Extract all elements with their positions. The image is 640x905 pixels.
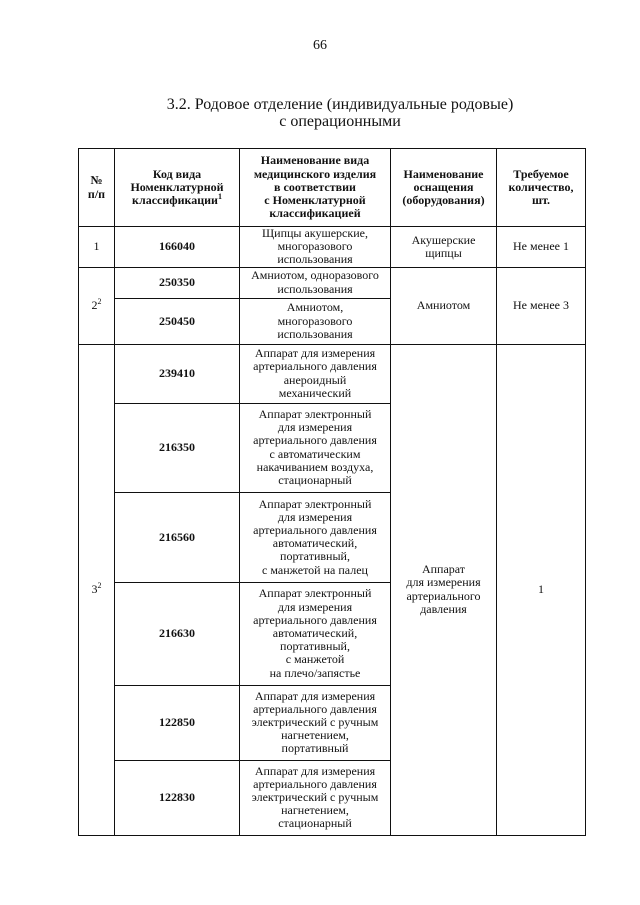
row-number-cell: [79, 267, 115, 344]
header-number: № п/п: [79, 149, 115, 227]
equipment-name-line: давления: [420, 601, 467, 616]
device-name-line: на плечо/запястье: [269, 665, 361, 680]
device-name-line: электрический с ручным: [251, 790, 379, 804]
device-name-line: артериального давления: [253, 359, 377, 374]
device-name-line: для измерения: [277, 509, 353, 524]
footnote-marker: 2: [97, 297, 102, 306]
device-name-line: стационарный: [278, 473, 352, 488]
section-title-line: 3.2. Родовое отделение (индивидуальные родовые): [166, 96, 514, 113]
device-name-line: с автоматическим: [269, 446, 361, 461]
device-name-line: электрический с ручным: [251, 715, 379, 729]
equipment-name-line: для измерения: [406, 575, 481, 590]
equipment-name: [391, 344, 497, 835]
device-name: [240, 582, 391, 685]
section-title-line: с операционными: [279, 113, 401, 130]
device-name-line: автоматический,: [272, 536, 358, 551]
row-number-cell: [79, 227, 115, 268]
required-quantity: Не менее 3: [497, 267, 586, 344]
nomenclature-code: 216560: [115, 492, 240, 582]
header-equipment: Наименование оснащения (оборудования): [391, 149, 497, 227]
device-name: [240, 760, 391, 835]
device-name-line: для измерения: [277, 420, 353, 435]
device-name-line: анероидный: [283, 372, 347, 387]
device-name-line: автоматический,: [272, 626, 358, 640]
equipment-name: [391, 227, 497, 268]
device-name-line: артериального давления: [253, 776, 377, 791]
device-name-line: артериального давления: [253, 522, 377, 537]
device-name-line: Амниотом, одноразового: [251, 268, 379, 283]
equipment-name-line: Акушерские: [411, 232, 476, 247]
device-name: [240, 267, 391, 298]
section-title: [0, 96, 640, 130]
row-number: 3: [91, 582, 98, 596]
nomenclature-code: 122850: [115, 685, 240, 760]
device-name-line: Аппарат для измерения: [254, 688, 376, 703]
device-name: [240, 227, 391, 268]
required-quantity: 1: [497, 344, 586, 835]
device-name-line: механический: [278, 385, 352, 400]
header-code: Код вида Номенклатурной классификации$^1$: [115, 149, 240, 227]
nomenclature-code: 250350: [115, 267, 240, 298]
equipment-name-line: Амниотом: [416, 298, 471, 312]
device-name-line: артериального давления: [253, 612, 377, 627]
device-name: [240, 403, 391, 492]
device-name-line: Аппарат электронный: [258, 496, 372, 511]
device-name-line: Амниотом,: [286, 300, 344, 315]
table-row: [79, 267, 586, 298]
device-name-line: нагнетением,: [281, 728, 349, 743]
nomenclature-code: 122830: [115, 760, 240, 835]
row-number: 2: [91, 298, 98, 312]
device-name: [240, 344, 391, 403]
device-name-line: нагнетением,: [281, 803, 349, 818]
device-name-line: накачиванием воздуха,: [256, 459, 374, 474]
equipment-name-line: щипцы: [425, 245, 462, 260]
page-number: 66: [313, 38, 327, 53]
device-name-line: использования: [277, 252, 353, 267]
device-name-line: Аппарат для измерения: [254, 763, 376, 778]
equipment-name-line: артериального: [406, 588, 481, 603]
footnote-marker: 1: [217, 192, 222, 202]
row-number: 1: [93, 239, 100, 254]
device-name-line: с манжетой на палец: [262, 562, 368, 577]
equipment-name-line: Аппарат: [421, 562, 466, 577]
table-row: [79, 344, 586, 403]
device-name-line: Аппарат для измерения: [254, 346, 376, 361]
device-name-line: Аппарат электронный: [258, 586, 372, 601]
equipment-table: [78, 148, 586, 836]
header-device-name: Наименование вида медицинского изделия в соответствии с Номенклатурной классификацией: [240, 149, 391, 227]
device-name-line: Щипцы акушерские,: [262, 226, 368, 240]
device-name-line: многоразового: [277, 239, 353, 254]
device-name-line: портативный: [281, 741, 349, 756]
device-name-line: артериального давления: [253, 433, 377, 448]
device-name-line: для измерения: [277, 599, 353, 614]
table-header-row: [79, 149, 586, 227]
device-name-line: использования: [277, 281, 353, 296]
device-name-line: портативный,: [280, 549, 350, 564]
nomenclature-code: 239410: [115, 344, 240, 403]
nomenclature-code: 216350: [115, 403, 240, 492]
nomenclature-code: 216630: [115, 582, 240, 685]
nomenclature-code: 166040: [115, 227, 240, 268]
equipment-name: [391, 267, 497, 344]
device-name: [240, 685, 391, 760]
device-name: [240, 492, 391, 582]
device-name: [240, 298, 391, 344]
device-name-line: многоразового: [277, 313, 353, 328]
device-name-line: Аппарат электронный: [258, 407, 372, 421]
device-name-line: с манжетой: [285, 652, 345, 667]
table-row: [79, 227, 586, 268]
row-number-cell: [79, 344, 115, 835]
device-name-line: использования: [277, 326, 353, 341]
device-name-line: портативный,: [280, 639, 350, 654]
required-quantity: Не менее 1: [497, 227, 586, 268]
nomenclature-code: 250450: [115, 298, 240, 344]
device-name-line: стационарный: [278, 816, 352, 831]
header-quantity: Требуемое количество, шт.: [497, 149, 586, 227]
device-name-line: артериального давления: [253, 701, 377, 716]
footnote-marker: 2: [97, 581, 102, 590]
